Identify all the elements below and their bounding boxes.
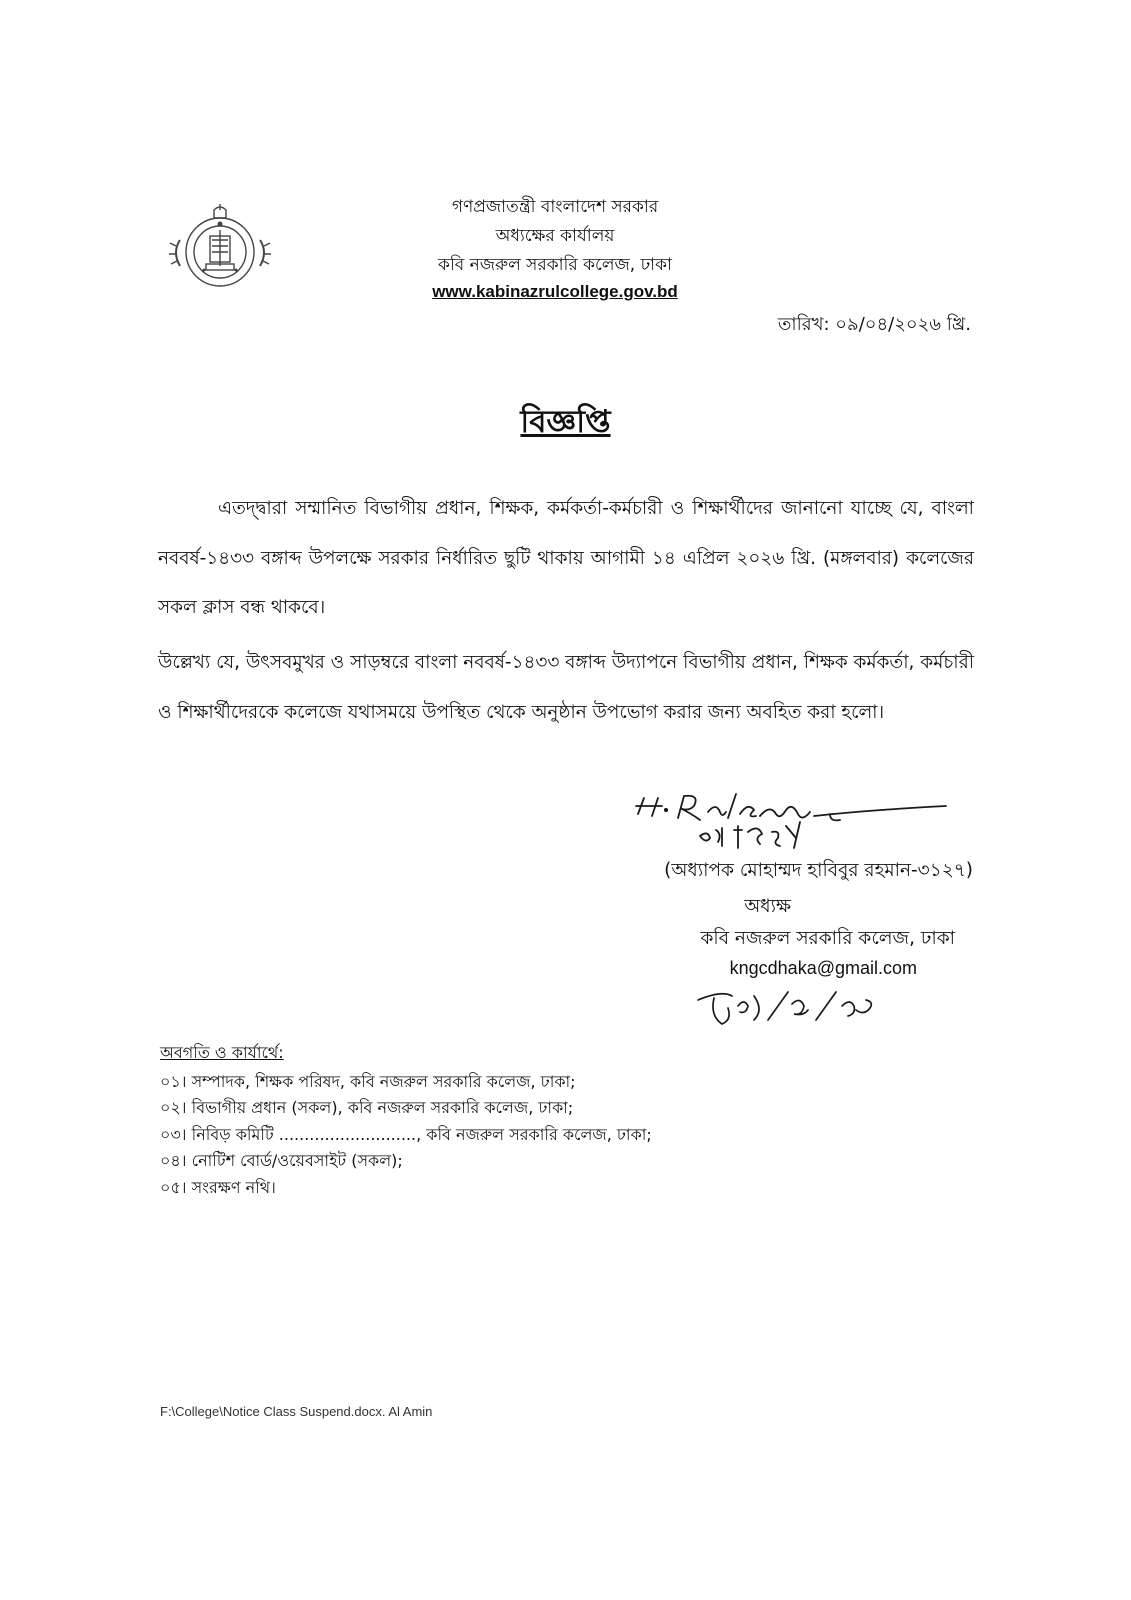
signatory-designation: অধ্যক্ষ [744,896,791,917]
signature-icon [630,792,970,858]
signatory-email[interactable]: kngcdhaka@gmail.com [729,958,917,978]
college-seal-icon [166,200,274,296]
website-link[interactable]: www.kabinazrulcollege.gov.bd [432,282,678,301]
notice-title-wrapper [0,398,1131,450]
distribution-heading: অবগতি ও কার্যার্থে: [160,1043,284,1062]
notice-paragraph-2: উল্লেখ্য যে, উৎসবমুখর ও সাড়ম্বরে বাংলা নববর্ষ-১৪৩৩ বঙ্গাব্দ উদ্যাপনে বিভাগীয় প্রধান, শিক্ষক কর্মকর্তা, কর্মচারী ও শিক্ষার্থীদেরকে কলেজে যথাসময়ে উপস্থিত থেকে অনুষ্ঠান উপভোগ করার জন্য অবহিত করা হলো। [158,652,974,723]
college-title: কবি নজরুল সরকারি কলেজ, ঢাকা [438,255,672,275]
office-title: অধ্যক্ষের কার্যালয় [495,226,615,246]
file-path-footer: F:\College\Notice Class Suspend.docx. Al Amin [160,1404,433,1419]
distribution-item: ০২। বিভাগীয় প্রধান (সকল), কবি নজরুল সরকারি কলেজ, ঢাকা; [160,1098,574,1117]
distribution-item: ০৩। নিবিড় কমিটি ..........................., কবি নজরুল সরকারি কলেজ, ঢাকা; [160,1124,652,1144]
distribution-item: ০১। সম্পাদক, শিক্ষক পরিষদ, কবি নজরুল সরকারি কলেজ, ঢাকা; [160,1071,576,1091]
notice-paragraph-1: এতদ্দ্বারা সম্মানিত বিভাগীয় প্রধান, শিক্ষক, কর্মকর্তা-কর্মচারী ও শিক্ষার্থীদের জানানো যাচ্ছে যে, বাংলা নববর্ষ-১৪৩৩ বঙ্গাব্দ উপলক্ষে সরকার নির্ধারিত ছুটি থাকায় আগামী ১৪ এপ্রিল ২০২৬ খ্রি. (মঙ্গলবার) কলেজের সকল ক্লাস বন্ধ থাকবে। [158,498,974,618]
distribution-list [160,1040,652,1201]
distribution-item: ০৪। নোটিশ বোর্ড/ওয়েবসাইট (সকল); [160,1151,403,1170]
website-wrapper [360,282,750,302]
notice-title: বিজ্ঞপ্তি [520,404,611,440]
govt-title: গণপ্রজাতন্ত্রী বাংলাদেশ সরকার [451,197,659,217]
notice-date: তারিখ: ০৯/০৪/২০২৬ খ্রি. [777,314,971,335]
signatory-name: (অধ্যাপক মোহাম্মদ হাবিবুর রহমান-৩১২৭) [664,860,973,881]
distribution-item: ০৫। সংরক্ষণ নথি। [160,1177,276,1197]
signatory-college: কবি নজরুল সরকারি কলেজ, ঢাকা [700,928,955,949]
initial-signature-icon [692,986,892,1032]
